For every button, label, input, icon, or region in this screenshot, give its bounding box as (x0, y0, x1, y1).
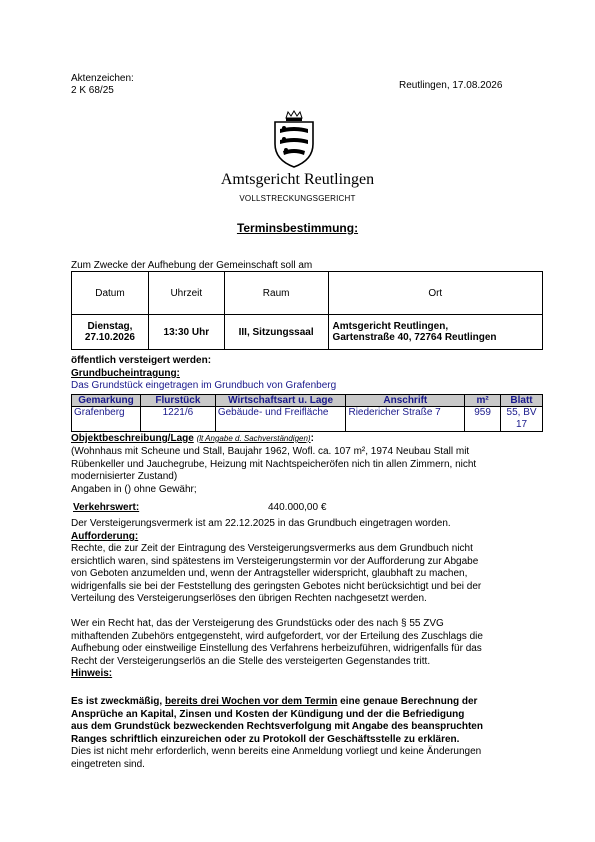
market-value: 440.000,00 € (268, 502, 327, 513)
grundbuch-heading: Grundbucheintragung: (71, 368, 180, 379)
appointment-header-row (72, 272, 543, 315)
paragraph-line: widrigenfalls sie bei der Feststellung des geringsten Gebotes nicht berücksichtigt und bei der (71, 580, 482, 592)
intro-text: Zum Zwecke der Aufhebung der Gemeinschaft soll am (71, 260, 313, 271)
paragraph-line: ersichtlich waren, sind spätestens im Versteigerungstermin vor der Aufforderung zur Abgabe (71, 555, 479, 567)
object-description (71, 446, 476, 496)
place-date: Reutlingen, 17.08.2026 (399, 80, 503, 91)
land-register-table (71, 394, 543, 432)
notice-line: Ranges schriftlich einzureichen oder zu Protokoll der Geschäftsstelle zu erklären. (71, 733, 460, 745)
auction-statement: öffentlich versteigert werden: (71, 355, 212, 366)
object-description-line: modernisierter Zustand) (71, 471, 178, 482)
appointment-date-value: 27.10.2026 (84, 332, 135, 343)
cell-blatt: 55, BV 17 (501, 407, 543, 432)
header-datum: Datum (72, 272, 149, 315)
appointment-value-row (72, 315, 543, 350)
appointment-weekday: Dienstag, (87, 321, 133, 332)
header-uhrzeit: Uhrzeit (148, 272, 224, 315)
demand-paragraph-1 (71, 543, 523, 606)
object-description-note: (lt Angabe d. Sachverständigen) (196, 434, 311, 443)
demand-paragraph-2 (71, 618, 523, 668)
paragraph-line: Rechte, die zur Zeit der Eintragung des Versteigerungsvermerks aus dem Grundbuch nicht (71, 543, 473, 554)
header-ort: Ort (328, 272, 542, 315)
case-number-value: 2 K 68/25 (71, 85, 114, 96)
cell-flurstueck: 1221/6 (140, 407, 215, 432)
market-value-label: Verkehrswert: (73, 502, 140, 513)
col-area: m² (465, 395, 501, 407)
object-description-line: Angaben in () ohne Gewähr; (71, 483, 197, 495)
object-description-line: Rübenkeller und Jauchegrube, Heizung mit Nachtspeicheröfen nich tin allen Zimmern, nicht (71, 458, 477, 470)
land-register-header-row (72, 395, 543, 407)
header-raum: Raum (224, 272, 328, 315)
document-title: Terminsbestimmung: (236, 221, 359, 235)
case-number-label: Aktenzeichen: (71, 73, 134, 84)
appointment-table (71, 271, 543, 350)
appointment-date (72, 315, 149, 350)
notice-text: eine genaue Berechnung der (337, 696, 478, 707)
notice-line: Ansprüche an Kapital, Zinsen und Kosten der Kündigung und der die Befriedigung (71, 708, 465, 720)
demand-heading: Aufforderung: (71, 531, 139, 542)
notice-footnote-line: eingetreten sind. (71, 758, 145, 770)
appointment-place (328, 315, 542, 350)
notice-footnote (71, 746, 523, 771)
paragraph-line: Aufhebung oder einstweilige Einstellung des Verfahrens herbeizuführen, widrigenfalls für das (71, 643, 482, 654)
appointment-time: 13:30 Uhr (148, 315, 224, 350)
cell-anschrift: Riedericher Straße 7 (346, 407, 465, 432)
coat-of-arms-icon (272, 110, 316, 168)
object-description-colon: : (310, 433, 314, 444)
object-description-heading: Objektbeschreibung/Lage (71, 433, 194, 444)
appointment-place-line1: Amtsgericht Reutlingen, (332, 321, 449, 332)
case-number-block (71, 73, 134, 97)
appointment-place-line2: Gartenstraße 40, 72764 Reutlingen (332, 332, 497, 343)
notice-text: Es ist zweckmäßig, (71, 696, 165, 707)
col-gemarkung: Gemarkung (72, 395, 141, 407)
cell-gemarkung: Grafenberg (72, 407, 141, 432)
notice-paragraph (71, 696, 523, 746)
cell-area: 959 (465, 407, 501, 432)
col-anschrift: Anschrift (346, 395, 465, 407)
paragraph-line: Recht der Versteigerungserlös an die Stelle des versteigerten Gegenstandes tritt. (71, 655, 431, 667)
col-wirtschaftsart: Wirtschaftsart u. Lage (215, 395, 346, 407)
notice-line (71, 696, 523, 709)
court-name: Amtsgericht Reutlingen (220, 171, 375, 188)
paragraph-line: von Geboten anzumelden und, wenn der Antragsteller widerspricht, glaubhaft zu machen, (71, 568, 468, 579)
cell-wirtschaftsart: Gebäude- und Freifläche (215, 407, 346, 432)
paragraph-line: Verteilung des Versteigerungserlöses den übrigen Rechten nachgesetzt werden. (71, 593, 427, 604)
notice-line: aus dem Grundstück bezweckenden Rechtsverfolgung mit Angabe des beanspruchten (71, 721, 483, 732)
registration-note: Der Versteigerungsvermerk ist am 22.12.2025 in das Grundbuch eingetragen worden. (71, 518, 451, 529)
notice-heading: Hinweis: (71, 668, 113, 679)
table-row (72, 407, 543, 432)
object-description-line: (Wohnhaus mit Scheune und Stall, Baujahr 1962, Wofl. ca. 107 m², 1974 Neubau Stall mit (71, 446, 470, 457)
col-blatt: Blatt (501, 395, 543, 407)
notice-footnote-line: Dies ist nicht mehr erforderlich, wenn bereits eine Anmeldung vorliegt und keine Änderungen (71, 746, 482, 757)
col-flurstueck: Flurstück (140, 395, 215, 407)
appointment-room: III, Sitzungssaal (224, 315, 328, 350)
court-department: VOLLSTRECKUNGSGERICHT (239, 194, 356, 203)
grundbuch-subline: Das Grundstück eingetragen im Grundbuch von Grafenberg (71, 380, 337, 391)
object-description-heading-line (71, 433, 314, 446)
notice-emphasis: bereits drei Wochen vor dem Termin (164, 696, 338, 707)
paragraph-line: Wer ein Recht hat, das der Versteigerung des Grundstücks oder des nach § 55 ZVG (71, 618, 444, 629)
paragraph-line: mithaftenden Zubehörs entgegensteht, wird aufgefordert, vor der Erteilung des Zuschlags die (71, 630, 483, 642)
